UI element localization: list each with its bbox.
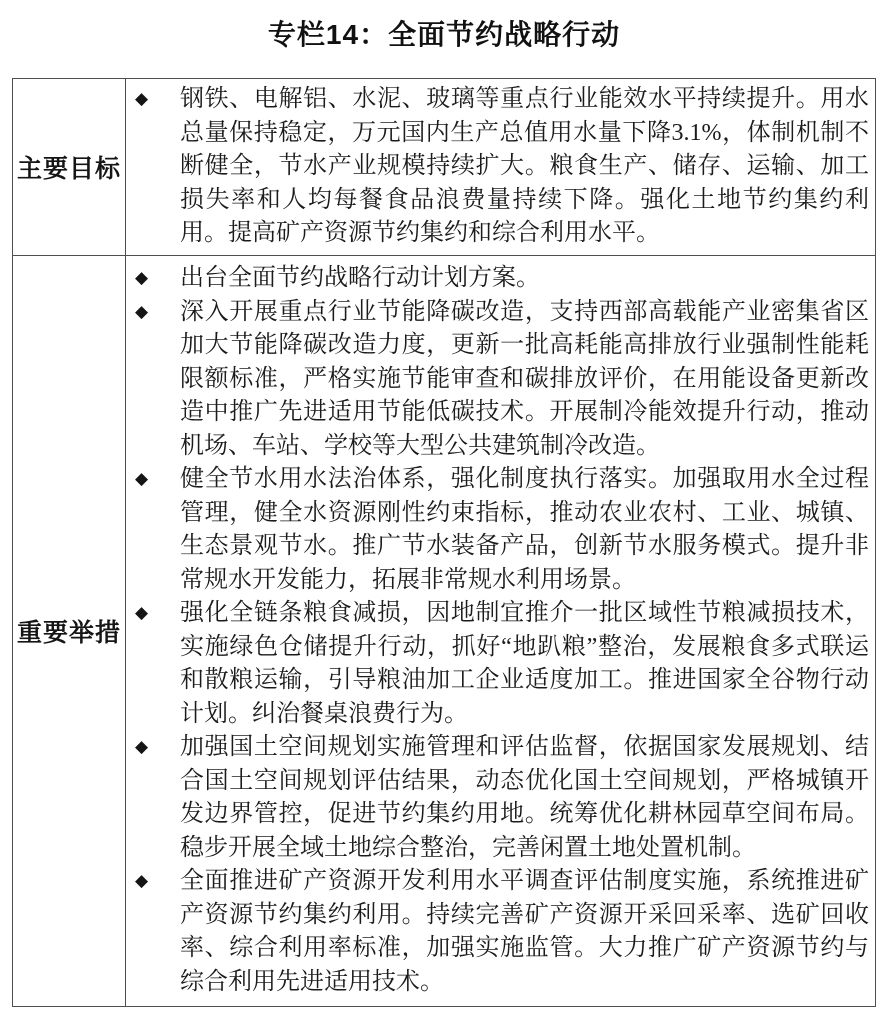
bullet-text: 出台全面节约战略行动计划方案。: [180, 265, 540, 291]
list-item: [126, 597, 869, 731]
row-content: [126, 79, 876, 256]
list-item: [126, 731, 869, 865]
table-row: [13, 79, 876, 256]
list-item: [126, 83, 869, 251]
bullet-text: 加强国土空间规划实施管理和评估监督，依据国家发展规划、结合国土空间规划评估结果，动态优化国土空间规划，严格城镇开发边界管控，促进节约集约用地。统筹优化耕林园草空间布局。稳步开展全域土地综合整治，完善闲置土地处置机制。: [180, 734, 869, 861]
list-item: [126, 296, 869, 464]
bullet-text: 深入开展重点行业节能降碳改造，支持西部高载能产业密集省区加大节能降碳改造力度，更新一批高耗能高排放行业强制性能耗限额标准，严格实施节能审查和碳排放评价，在用能设备更新改造中推广先进适用节能低碳技术。开展制冷能效提升行动，推动机场、车站、学校等大型公共建筑制冷改造。: [180, 298, 869, 459]
diamond-bullet-icon: ◆: [135, 737, 149, 757]
diamond-bullet-icon: ◆: [135, 268, 149, 288]
row-label: 重要举措: [13, 255, 126, 1006]
bullet-text: 强化全链条粮食减损，因地制宜推介一批区域性节粮减损技术，实施绿色仓储提升行动，抓好“地趴粮”整治，发展粮食多式联运和散粮运输，引导粮油加工企业适度加工。推进国家全谷物行动计划。纠治餐桌浪费行为。: [180, 600, 869, 727]
bullet-text: 全面推进矿产资源开发利用水平调查评估制度实施，系统推进矿产资源节约集约利用。持续完善矿产资源开采回采率、选矿回收率、综合利用率标准，加强实施监管。大力推广矿产资源节约与综合利用先进适用技术。: [180, 868, 869, 995]
diamond-bullet-icon: ◆: [135, 871, 149, 891]
strategy-box-table: [12, 78, 876, 1007]
bullet-text: 健全节水用水法治体系，强化制度执行落实。加强取用水全过程管理，健全水资源刚性约束指标，推动农业农村、工业、城镇、生态景观节水。推广节水装备产品，创新节水服务模式。提升非常规水开发能力，拓展非常规水利用场景。: [180, 466, 869, 593]
list-item: [126, 865, 869, 999]
bullet-text: 钢铁、电解铝、水泥、玻璃等重点行业能效水平持续提升。用水总量保持稳定，万元国内生产总值用水量下降3.1%，体制机制不断健全，节水产业规模持续扩大。粮食生产、储存、运输、加工损失率和人均每餐食品浪费量持续下降。强化土地节约集约利用。提高矿产资源节约集约和综合利用水平。: [180, 86, 869, 246]
diamond-bullet-icon: ◆: [135, 89, 149, 109]
row-label: 主要目标: [13, 79, 126, 256]
row-content: [126, 255, 876, 1006]
diamond-bullet-icon: ◆: [135, 469, 149, 489]
page-title: 专栏14：全面节约战略行动: [267, 19, 621, 50]
diamond-bullet-icon: ◆: [135, 301, 149, 322]
diamond-bullet-icon: ◆: [135, 603, 149, 623]
list-item: [126, 463, 869, 597]
table-row: [13, 255, 876, 1006]
strategy-box-table-body: [13, 79, 876, 1007]
list-item: [126, 262, 869, 296]
